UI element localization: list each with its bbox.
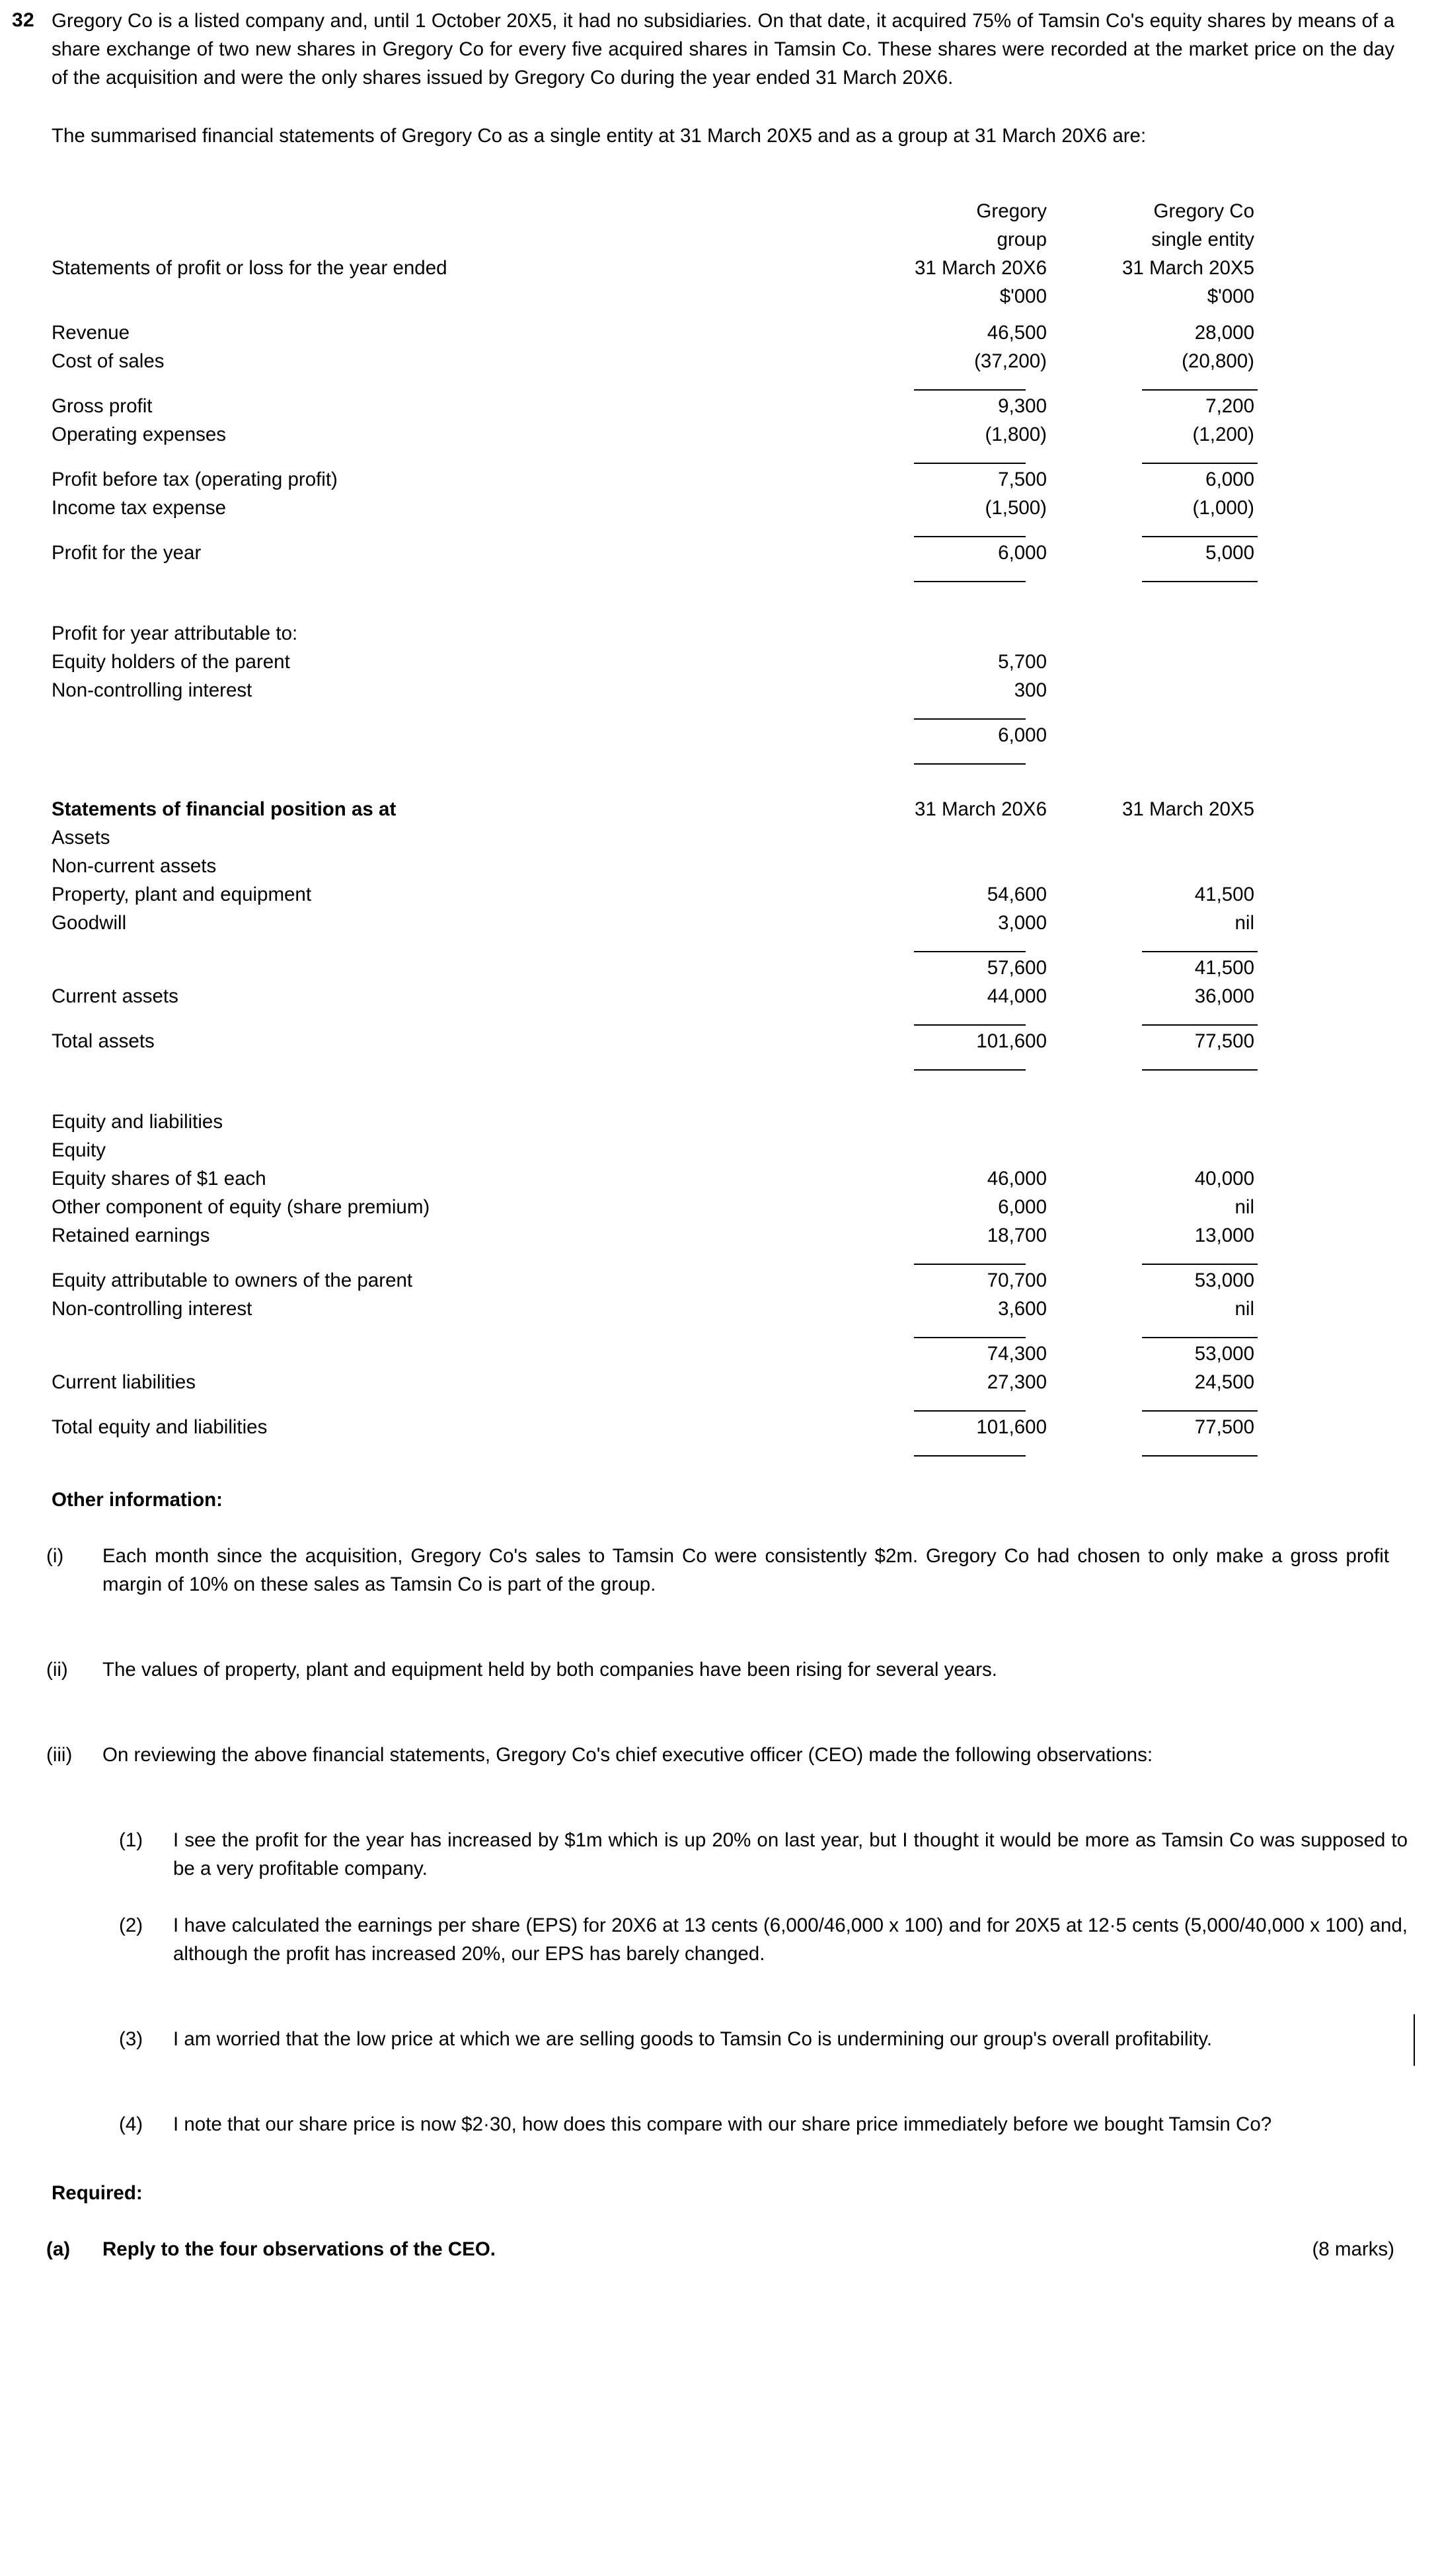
total-rule (914, 581, 1026, 582)
table-row (0, 1027, 1442, 1055)
change-bar (1414, 2014, 1415, 2066)
table-row (0, 347, 1442, 375)
sfp-row-col1: 44,000 (987, 985, 1047, 1007)
table-row (0, 1221, 1442, 1250)
pl-row-col2: 7,200 (1205, 395, 1254, 417)
pl-row-label: Revenue (52, 322, 130, 344)
sfp-equity-col2: 53,000 (1194, 1343, 1254, 1365)
subtotal-rule (914, 389, 1026, 391)
pl-row-col1: 6,000 (998, 542, 1047, 564)
table-row (0, 420, 1442, 449)
table-row (0, 721, 1442, 749)
pl-col2-header-unit: $'000 (1207, 285, 1254, 307)
pl-row-label: Profit before tax (operating profit) (52, 469, 338, 490)
intro-paragraph-1: Gregory Co is a listed company and, until 1 October 20X5, it had no subsidiaries. On that date, it acquired 75% of Tamsin Co's equity shares by means of a share exchange of two new shares in Gregory Co for every five acquired shares in Tamsin Co. These shares were recorded at the market price on the day of the acquisition and were the only shares issued by Gregory Co during the year ended 31 March 20X6. (52, 10, 1394, 89)
pl-row-col1: 9,300 (998, 395, 1047, 417)
sfp-equity-label: Other component of equity (share premium) (52, 1196, 430, 1218)
sfp-equity-label: Non-controlling interest (52, 1298, 252, 1320)
sfp-equity-label: Total equity and liabilities (52, 1416, 268, 1438)
pl-attr-col1: 5,700 (998, 651, 1047, 673)
list-text: The values of property, plant and equipment held by both companies have been rising for several years. (102, 1659, 997, 1681)
table-row (0, 539, 1442, 567)
sfp-col2-header: 31 March 20X5 (1121, 798, 1254, 820)
total-rule (1142, 581, 1258, 582)
list-text: On reviewing the above financial statements, Gregory Co's chief executive officer (CEO) made the following observations: (102, 1744, 1153, 1766)
sfp-equity-col1: 6,000 (998, 1196, 1047, 1218)
sfp-equity-col1: 70,700 (987, 1269, 1047, 1291)
table-row (0, 648, 1442, 676)
marks-label: (8 marks) (1312, 2238, 1394, 2260)
question-number: 32 (12, 9, 34, 31)
list-text: I see the profit for the year has increased by $1m which is up 20% on last year, but I thought it would be more as Tamsin Co was supposed to be a very profitable company. (173, 1829, 1408, 1879)
pl-attr-col1: 300 (1014, 679, 1047, 701)
pl-col2-header-line1: Gregory Co (1153, 200, 1254, 222)
list-marker: (ii) (46, 1659, 68, 1681)
pl-col1-header-line2: group (997, 229, 1047, 250)
sfp-row-label: Total assets (52, 1030, 155, 1052)
table-row (0, 1164, 1442, 1193)
sfp-row-label: Property, plant and equipment (52, 884, 312, 905)
sfp-equity-label: Current liabilities (52, 1371, 196, 1393)
subtotal-rule (1142, 1264, 1258, 1265)
total-rule (1142, 1455, 1258, 1457)
table-row (0, 494, 1442, 522)
sfp-row-label: Goodwill (52, 912, 127, 934)
subtotal-rule (914, 718, 1026, 720)
sfp-equity-subheading: Equity (52, 1139, 106, 1161)
subtotal-rule (914, 1024, 1026, 1026)
sfp-equity-label: Equity attributable to owners of the parent (52, 1269, 413, 1291)
total-rule (914, 1069, 1026, 1071)
sfp-equity-label: Retained earnings (52, 1225, 210, 1246)
sfp-equity-col1: 101,600 (976, 1416, 1047, 1438)
pl-row-label: Income tax expense (52, 497, 227, 519)
sfp-row-col2: 41,500 (1194, 884, 1254, 905)
sfp-noncurrent-heading: Non-current assets (52, 855, 217, 877)
table-row (0, 1266, 1442, 1295)
table-row (0, 1368, 1442, 1396)
pl-col1-header-line3: 31 March 20X6 (914, 257, 1047, 279)
table-row (0, 1295, 1442, 1323)
total-rule (1142, 1069, 1258, 1071)
subtotal-rule (914, 1337, 1026, 1338)
pl-attr-label: Non-controlling interest (52, 679, 252, 701)
sfp-equity-col1: 27,300 (987, 1371, 1047, 1393)
total-rule (914, 763, 1026, 765)
pl-attributable-title: Profit for year attributable to: (52, 623, 298, 644)
pl-row-col2: 6,000 (1205, 469, 1254, 490)
sfp-col1-header: 31 March 20X6 (914, 798, 1047, 820)
subtotal-rule (914, 536, 1026, 537)
sfp-row-col2: 41,500 (1194, 957, 1254, 979)
pl-row-col1: 7,500 (998, 469, 1047, 490)
required-part-marker: (a) (46, 2238, 71, 2260)
sfp-row-col2: 36,000 (1194, 985, 1254, 1007)
list-text: I have calculated the earnings per share (EPS) for 20X6 at 13 cents (6,000/46,000 x 100) and for 20X5 at 12·5 cents (5,000/40,000 x 100) and, although the profit has increased 20%, our EPS has barely changed. (173, 1914, 1408, 1965)
sfp-row-col1: 101,600 (976, 1030, 1047, 1052)
table-row (0, 982, 1442, 1010)
subtotal-rule (1142, 1024, 1258, 1026)
pl-row-label: Gross profit (52, 395, 153, 417)
sfp-equity-col1: 46,000 (987, 1168, 1047, 1190)
table-row (0, 1193, 1442, 1221)
pl-title: Statements of profit or loss for the year ended (52, 257, 447, 279)
table-row (0, 954, 1442, 982)
pl-col2-header-line3: 31 March 20X5 (1121, 257, 1254, 279)
pl-row-label: Operating expenses (52, 424, 227, 445)
sfp-equity-col1: 3,600 (998, 1298, 1047, 1320)
total-rule (914, 1455, 1026, 1457)
sfp-equity-col2: 77,500 (1194, 1416, 1254, 1438)
subtotal-rule (1142, 389, 1258, 391)
sfp-equity-col2: nil (1234, 1196, 1254, 1218)
sfp-equity-col2: nil (1234, 1298, 1254, 1320)
list-marker: (1) (119, 1829, 143, 1851)
sfp-row-col1: 54,600 (987, 884, 1047, 905)
table-row (0, 1413, 1442, 1441)
table-row (0, 676, 1442, 704)
subtotal-rule (1142, 1410, 1258, 1412)
subtotal-rule (914, 1264, 1026, 1265)
sfp-equity-label: Equity shares of $1 each (52, 1168, 266, 1190)
pl-row-col2: (1,200) (1192, 424, 1254, 445)
list-marker: (2) (119, 1914, 143, 1936)
pl-row-col1: (1,500) (985, 497, 1047, 519)
sfp-assets-heading: Assets (52, 827, 110, 849)
sfp-equity-col1: 74,300 (987, 1343, 1047, 1365)
sfp-equity-col2: 24,500 (1194, 1371, 1254, 1393)
sfp-equity-col2: 53,000 (1194, 1269, 1254, 1291)
table-row (0, 392, 1442, 420)
pl-row-col1: (37,200) (974, 350, 1047, 372)
sfp-title: Statements of financial position as at (52, 798, 397, 820)
pl-row-col1: 46,500 (987, 322, 1047, 344)
intro-paragraph-2: The summarised financial statements of Gregory Co as a single entity at 31 March 20X5 and as a group at 31 March 20X6 are: (52, 125, 1147, 147)
subtotal-rule (1142, 951, 1258, 952)
pl-row-col2: 28,000 (1194, 322, 1254, 344)
list-marker: (4) (119, 2113, 143, 2135)
list-marker: (iii) (46, 1744, 73, 1766)
pl-col1-header-unit: $'000 (999, 285, 1047, 307)
sfp-equity-heading: Equity and liabilities (52, 1111, 223, 1133)
pl-row-label: Profit for the year (52, 542, 202, 564)
pl-attr-col1: 6,000 (998, 724, 1047, 746)
subtotal-rule (914, 951, 1026, 952)
other-information-heading: Other information: (52, 1489, 223, 1511)
subtotal-rule (914, 463, 1026, 464)
table-row (0, 909, 1442, 937)
subtotal-rule (1142, 1337, 1258, 1338)
sfp-equity-col1: 18,700 (987, 1225, 1047, 1246)
list-text: I am worried that the low price at which we are selling goods to Tamsin Co is undermining our group's overall profitability. (173, 2028, 1213, 2050)
sfp-row-col2: 77,500 (1194, 1030, 1254, 1052)
sfp-row-col2: nil (1234, 912, 1254, 934)
list-text: I note that our share price is now $2·30, how does this compare with our share price immediately before we bought Tamsin Co? (173, 2113, 1272, 2135)
subtotal-rule (1142, 536, 1258, 537)
table-row (0, 880, 1442, 909)
list-marker: (i) (46, 1545, 64, 1567)
sfp-equity-col2: 13,000 (1194, 1225, 1254, 1246)
pl-row-col1: (1,800) (985, 424, 1047, 445)
pl-col2-header-line2: single entity (1151, 229, 1254, 250)
pl-row-col2: 5,000 (1205, 542, 1254, 564)
sfp-row-col1: 57,600 (987, 957, 1047, 979)
table-row (0, 1340, 1442, 1368)
sfp-equity-col2: 40,000 (1194, 1168, 1254, 1190)
table-row (0, 319, 1442, 347)
table-row (0, 465, 1442, 494)
pl-attr-label: Equity holders of the parent (52, 651, 290, 673)
subtotal-rule (914, 1410, 1026, 1412)
required-part-text: Reply to the four observations of the CEO. (102, 2238, 496, 2260)
required-heading: Required: (52, 2182, 143, 2204)
pl-col1-header-line1: Gregory (976, 200, 1047, 222)
list-marker: (3) (119, 2028, 143, 2050)
subtotal-rule (1142, 463, 1258, 464)
sfp-row-col1: 3,000 (998, 912, 1047, 934)
pl-row-label: Cost of sales (52, 350, 165, 372)
pl-row-col2: (1,000) (1192, 497, 1254, 519)
list-text: Each month since the acquisition, Gregory Co's sales to Tamsin Co were consistently $2m. Gregory Co had chosen to only make a gross profit margin of 10% on these sales as Tamsin Co is part of the group. (102, 1545, 1389, 1595)
sfp-row-label: Current assets (52, 985, 178, 1007)
pl-row-col2: (20,800) (1182, 350, 1254, 372)
